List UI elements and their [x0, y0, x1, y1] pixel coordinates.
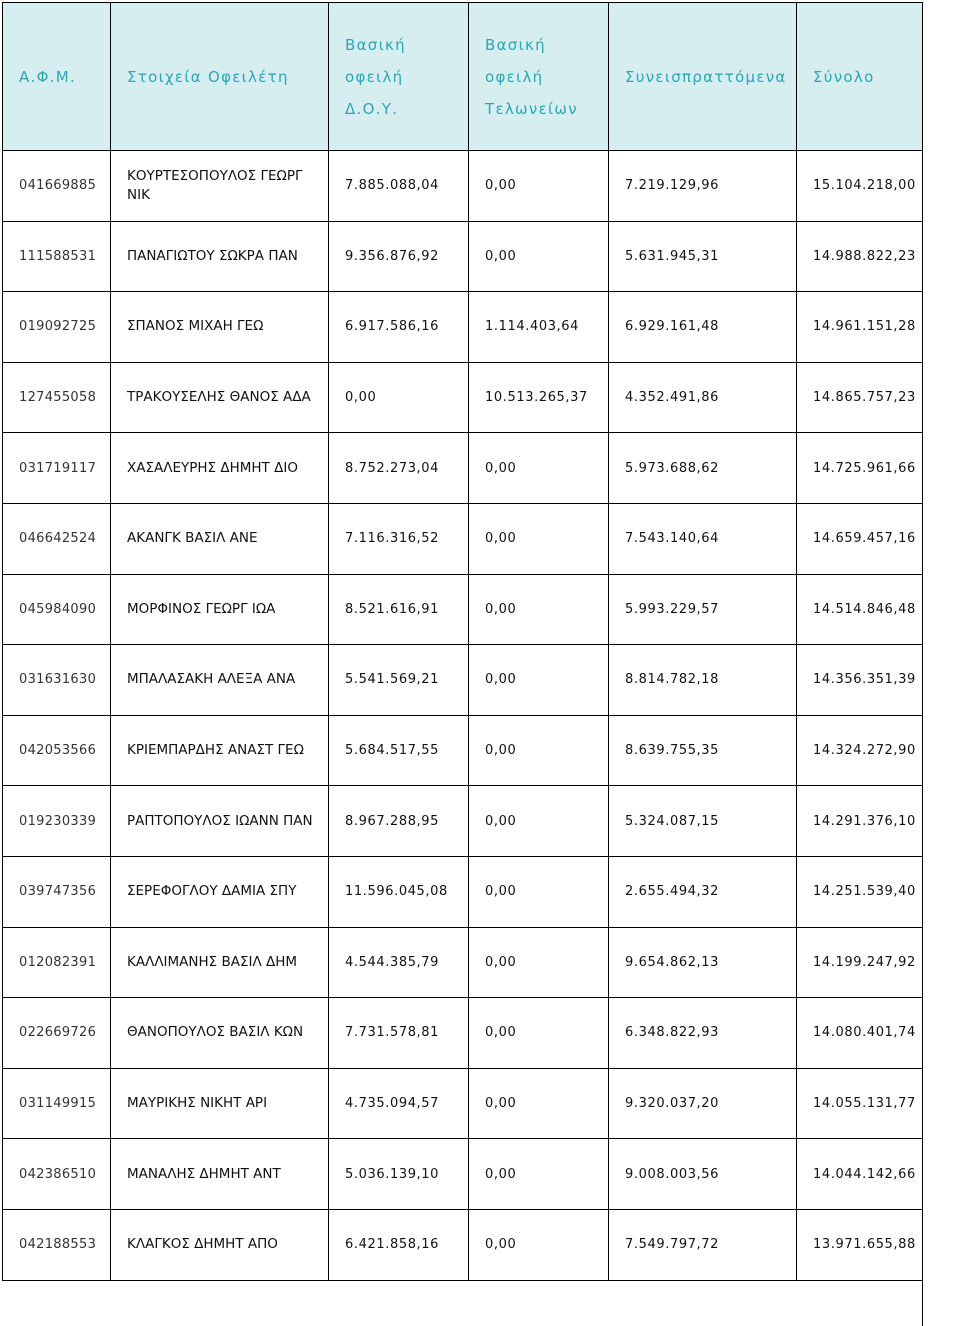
customs-debt-cell: 0,00: [469, 1139, 609, 1210]
header-row: [3, 3, 923, 151]
customs-debt-cell: 0,00: [469, 151, 609, 222]
debtor-name-cell: ΠΑΝΑΓΙΩΤΟΥ ΣΩΚΡΑ ΠΑΝ: [111, 221, 329, 292]
total-cell: 14.044.142,66: [797, 1139, 923, 1210]
debtors-table: [2, 2, 923, 1281]
doy-debt-cell: 4.735.094,57: [329, 1068, 469, 1139]
header-surcharges: Συνεισπραττόμενα: [609, 3, 797, 151]
doy-debt-cell: 9.356.876,92: [329, 221, 469, 292]
customs-debt-cell: 0,00: [469, 856, 609, 927]
debtor-name-cell: ΚΑΛΛΙΜΑΝΗΣ ΒΑΣΙΛ ΔΗΜ: [111, 927, 329, 998]
table-header: [3, 3, 923, 151]
table-row: [3, 292, 923, 363]
total-cell: 14.659.457,16: [797, 503, 923, 574]
debtor-name-cell: ΡΑΠΤΟΠΟΥΛΟΣ ΙΩΑΝΝ ΠΑΝ: [111, 786, 329, 857]
customs-debt-cell: 0,00: [469, 927, 609, 998]
debtor-name-cell: ΘΑΝΟΠΟΥΛΟΣ ΒΑΣΙΛ ΚΩΝ: [111, 998, 329, 1069]
afm-cell: 041669885: [3, 151, 111, 222]
table-body: [3, 151, 923, 1281]
doy-debt-cell: 6.421.858,16: [329, 1209, 469, 1280]
total-cell: 14.865.757,23: [797, 362, 923, 433]
table-row: [3, 503, 923, 574]
surcharges-cell: 9.320.037,20: [609, 1068, 797, 1139]
afm-cell: 111588531: [3, 221, 111, 292]
surcharges-cell: 7.219.129,96: [609, 151, 797, 222]
header-doy-debt: [329, 3, 469, 151]
doy-debt-cell: 8.752.273,04: [329, 433, 469, 504]
debtor-name-cell: ΑΚΑΝΓΚ ΒΑΣΙΛ ΑΝΕ: [111, 503, 329, 574]
header-doy-line: Δ.Ο.Υ.: [345, 99, 399, 118]
afm-cell: 045984090: [3, 574, 111, 645]
total-cell: 14.514.846,48: [797, 574, 923, 645]
surcharges-cell: 9.008.003,56: [609, 1139, 797, 1210]
customs-debt-cell: 10.513.265,37: [469, 362, 609, 433]
table-row: [3, 1068, 923, 1139]
doy-debt-cell: 11.596.045,08: [329, 856, 469, 927]
surcharges-cell: 8.814.782,18: [609, 645, 797, 716]
table-row: [3, 1139, 923, 1210]
surcharges-cell: 5.324.087,15: [609, 786, 797, 857]
afm-cell: 019230339: [3, 786, 111, 857]
doy-debt-cell: 5.684.517,55: [329, 715, 469, 786]
afm-cell: 039747356: [3, 856, 111, 927]
surcharges-cell: 5.631.945,31: [609, 221, 797, 292]
total-cell: 14.251.539,40: [797, 856, 923, 927]
debtor-name-cell: ΜΠΑΛΑΣΑΚΗ ΑΛΕΞΑ ΑΝΑ: [111, 645, 329, 716]
surcharges-cell: 7.549.797,72: [609, 1209, 797, 1280]
doy-debt-cell: 7.731.578,81: [329, 998, 469, 1069]
header-customs-line: Βασική: [485, 35, 546, 54]
table-row: [3, 362, 923, 433]
total-cell: 13.971.655,88: [797, 1209, 923, 1280]
doy-debt-cell: 5.036.139,10: [329, 1139, 469, 1210]
surcharges-cell: 6.929.161,48: [609, 292, 797, 363]
debtor-name-cell: ΣΠΑΝΟΣ ΜΙΧΑΗ ΓΕΩ: [111, 292, 329, 363]
customs-debt-cell: 1.114.403,64: [469, 292, 609, 363]
debtor-name-cell: ΜΑΝΑΛΗΣ ΔΗΜΗΤ ΑΝΤ: [111, 1139, 329, 1210]
doy-debt-cell: 0,00: [329, 362, 469, 433]
debtor-name-cell: ΚΡΙΕΜΠΑΡΔΗΣ ΑΝΑΣΤ ΓΕΩ: [111, 715, 329, 786]
doy-debt-cell: 8.967.288,95: [329, 786, 469, 857]
debtor-name-cell: ΧΑΣΑΛΕΥΡΗΣ ΔΗΜΗΤ ΔΙΟ: [111, 433, 329, 504]
table-row: [3, 433, 923, 504]
surcharges-cell: 2.655.494,32: [609, 856, 797, 927]
table-row: [3, 927, 923, 998]
doy-debt-cell: 5.541.569,21: [329, 645, 469, 716]
debtor-name-cell: ΜΟΡΦΙΝΟΣ ΓΕΩΡΓ ΙΩΑ: [111, 574, 329, 645]
debtor-name-cell: ΜΑΥΡΙΚΗΣ ΝΙΚΗΤ ΑΡΙ: [111, 1068, 329, 1139]
surcharges-cell: 5.993.229,57: [609, 574, 797, 645]
total-cell: 14.988.822,23: [797, 221, 923, 292]
total-cell: 14.356.351,39: [797, 645, 923, 716]
surcharges-cell: 8.639.755,35: [609, 715, 797, 786]
header-customs-debt: [469, 3, 609, 151]
table-row: [3, 221, 923, 292]
table-row: [3, 715, 923, 786]
afm-cell: 042188553: [3, 1209, 111, 1280]
header-customs-line: οφειλή: [485, 67, 544, 86]
doy-debt-cell: 4.544.385,79: [329, 927, 469, 998]
surcharges-cell: 6.348.822,93: [609, 998, 797, 1069]
total-cell: 14.725.961,66: [797, 433, 923, 504]
table-row: [3, 856, 923, 927]
total-cell: 14.961.151,28: [797, 292, 923, 363]
afm-cell: 042053566: [3, 715, 111, 786]
afm-cell: 031719117: [3, 433, 111, 504]
table-row: [3, 645, 923, 716]
total-cell: 14.199.247,92: [797, 927, 923, 998]
surcharges-cell: 7.543.140,64: [609, 503, 797, 574]
total-cell: 14.324.272,90: [797, 715, 923, 786]
header-doy-line: οφειλή: [345, 67, 404, 86]
customs-debt-cell: 0,00: [469, 715, 609, 786]
right-border-line: [922, 2, 923, 1326]
customs-debt-cell: 0,00: [469, 221, 609, 292]
header-debtor: Στοιχεία Οφειλέτη: [111, 3, 329, 151]
doy-debt-cell: 6.917.586,16: [329, 292, 469, 363]
total-cell: 14.291.376,10: [797, 786, 923, 857]
afm-cell: 042386510: [3, 1139, 111, 1210]
customs-debt-cell: 0,00: [469, 1068, 609, 1139]
surcharges-cell: 9.654.862,13: [609, 927, 797, 998]
customs-debt-cell: 0,00: [469, 503, 609, 574]
afm-cell: 012082391: [3, 927, 111, 998]
debtor-name-cell: ΚΛΑΓΚΟΣ ΔΗΜΗΤ ΑΠΟ: [111, 1209, 329, 1280]
surcharges-cell: 4.352.491,86: [609, 362, 797, 433]
afm-cell: 031631630: [3, 645, 111, 716]
debtor-name-cell: ΚΟΥΡΤΕΣΟΠΟΥΛΟΣ ΓΕΩΡΓ ΝΙΚ: [111, 151, 329, 222]
afm-cell: 127455058: [3, 362, 111, 433]
afm-cell: 019092725: [3, 292, 111, 363]
customs-debt-cell: 0,00: [469, 786, 609, 857]
afm-cell: 031149915: [3, 1068, 111, 1139]
afm-cell: 022669726: [3, 998, 111, 1069]
customs-debt-cell: 0,00: [469, 1209, 609, 1280]
total-cell: 14.055.131,77: [797, 1068, 923, 1139]
table-row: [3, 151, 923, 222]
customs-debt-cell: 0,00: [469, 645, 609, 716]
header-customs-line: Τελωνείων: [485, 99, 578, 118]
table-row: [3, 998, 923, 1069]
table-row: [3, 574, 923, 645]
debtor-name-cell: ΤΡΑΚΟΥΣΕΛΗΣ ΘΑΝΟΣ ΑΔΑ: [111, 362, 329, 433]
doy-debt-cell: 7.116.316,52: [329, 503, 469, 574]
doy-debt-cell: 8.521.616,91: [329, 574, 469, 645]
table-row: [3, 786, 923, 857]
customs-debt-cell: 0,00: [469, 998, 609, 1069]
header-afm: Α.Φ.Μ.: [3, 3, 111, 151]
total-cell: 15.104.218,00: [797, 151, 923, 222]
doy-debt-cell: 7.885.088,04: [329, 151, 469, 222]
customs-debt-cell: 0,00: [469, 574, 609, 645]
header-total: Σύνολο: [797, 3, 923, 151]
total-cell: 14.080.401,74: [797, 998, 923, 1069]
debtor-name-cell: ΣΕΡΕΦΟΓΛΟΥ ΔΑΜΙΑ ΣΠΥ: [111, 856, 329, 927]
customs-debt-cell: 0,00: [469, 433, 609, 504]
surcharges-cell: 5.973.688,62: [609, 433, 797, 504]
header-doy-line: Βασική: [345, 35, 406, 54]
afm-cell: 046642524: [3, 503, 111, 574]
table-row: [3, 1209, 923, 1280]
